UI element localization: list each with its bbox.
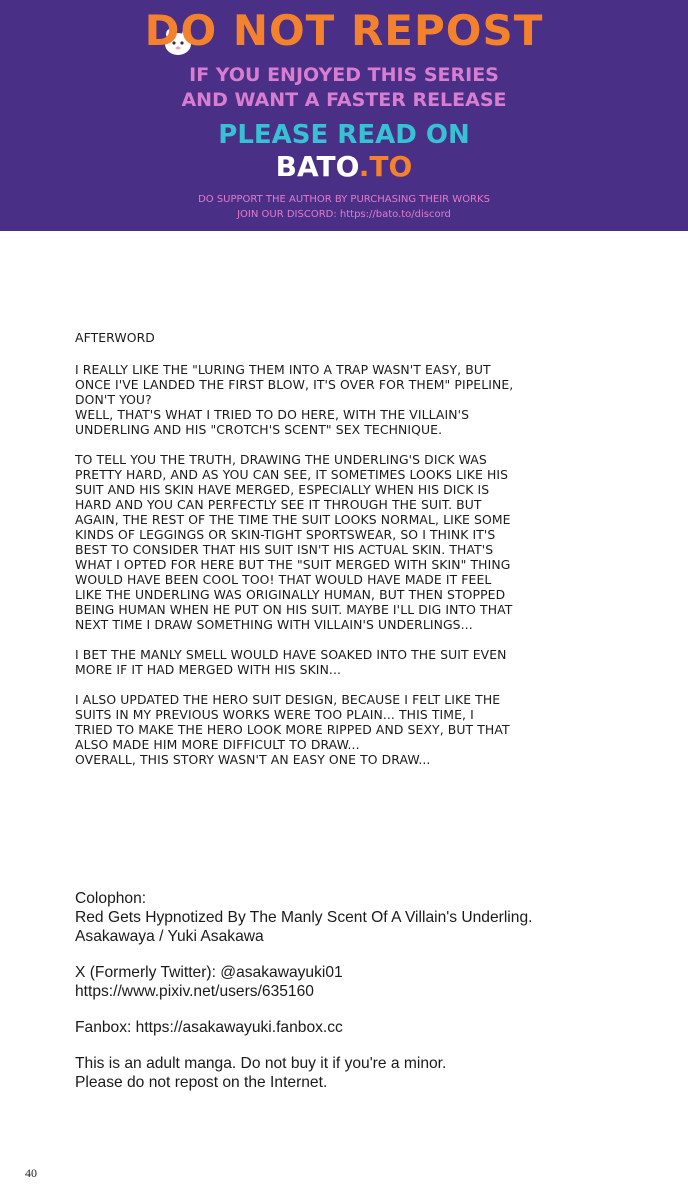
afterword-line: TRIED TO MAKE THE HERO LOOK MORE RIPPED AND SEXY, BUT THAT [75,722,510,737]
afterword-line: WHAT I OPTED FOR HERE BUT THE "SUIT MERGED WITH SKIN" THING [75,557,511,572]
afterword-paragraph [75,452,575,632]
colophon-line: This is an adult manga. Do not buy it if you're a minor. [75,1055,447,1072]
colophon-body [75,889,635,1092]
banner-title: DO NOT REPOST [144,6,544,55]
site-name: BATO [275,150,359,183]
afterword-body [75,362,575,767]
afterword-line: LIKE THE UNDERLING WAS ORIGINALLY HUMAN, BUT THEN STOPPED [75,587,506,602]
afterword-line: ONCE I'VE LANDED THE FIRST BLOW, IT'S OVER FOR THEM" PIPELINE, [75,377,514,392]
colophon-block [75,889,635,946]
colophon-link[interactable]: Fanbox: https://asakawayuki.fanbox.cc [75,1019,343,1036]
colophon-line: Colophon: [75,890,147,907]
colophon-section [75,889,635,1109]
colophon-line: Please do not repost on the Internet. [75,1074,328,1091]
afterword-line: UNDERLING AND HIS "CROTCH'S SCENT" SEX TECHNIQUE. [75,422,443,437]
banner-enjoy-line: IF YOU ENJOYED THIS SERIES [189,64,499,86]
afterword-line: AGAIN, THE REST OF THE TIME THE SUIT LOOKS NORMAL, LIKE SOME [75,512,511,527]
afterword-line: WELL, THAT'S WHAT I TRIED TO DO HERE, WITH THE VILLAIN'S [75,407,470,422]
colophon-block [75,1018,635,1037]
afterword-line: WOULD HAVE BEEN COOL TOO! THAT WOULD HAVE MADE IT FEEL [75,572,492,587]
afterword-heading: AFTERWORD [75,330,155,345]
afterword-line: NEXT TIME I DRAW SOMETHING WITH VILLAIN'S UNDERLINGS... [75,617,473,632]
afterword-line: SUIT AND HIS SKIN HAVE MERGED, ESPECIALLY WHEN HIS DICK IS [75,482,490,497]
afterword-line: HARD AND YOU CAN PERFECTLY SEE IT THROUGH THE SUIT. BUT [75,497,482,512]
afterword-line: I ALSO UPDATED THE HERO SUIT DESIGN, BECAUSE I FELT LIKE THE [75,692,501,707]
afterword-section [75,330,575,782]
colophon-block [75,1054,635,1092]
afterword-line: I REALLY LIKE THE "LURING THEM INTO A TRAP WASN'T EASY, BUT [75,362,491,377]
afterword-line: BEING HUMAN WHEN HE PUT ON HIS SUIT. MAYBE I'LL DIG INTO THAT [75,602,513,617]
banner-discord-line[interactable]: JOIN OUR DISCORD: https://bato.to/discord [237,209,451,220]
colophon-block [75,963,635,1001]
banner-support-line: DO SUPPORT THE AUTHOR BY PURCHASING THEIR WORKS [198,194,490,205]
afterword-line: I BET THE MANLY SMELL WOULD HAVE SOAKED INTO THE SUIT EVEN [75,647,507,662]
afterword-line: PRETTY HARD, AND AS YOU CAN SEE, IT SOMETIMES LOOKS LIKE HIS [75,467,509,482]
site-tld: .TO [358,150,413,183]
afterword-line: DON'T YOU? [75,392,152,407]
afterword-line: ALSO MADE HIM MORE DIFFICULT TO DRAW... [75,737,360,752]
colophon-line: Red Gets Hypnotized By The Manly Scent Of A Villain's Underling. [75,909,533,926]
afterword-line: BEST TO CONSIDER THAT HIS SUIT ISN'T HIS ACTUAL SKIN. THAT'S [75,542,494,557]
banner-site-link[interactable] [0,150,688,183]
colophon-link[interactable]: X (Formerly Twitter): @asakawayuki01 [75,964,343,981]
afterword-paragraph [75,647,575,677]
afterword-line: KINDS OF LEGGINGS OR SKIN-TIGHT SPORTSWEAR, SO I THINK IT'S [75,527,496,542]
afterword-paragraph [75,692,575,767]
afterword-line: MORE IF IT HAD MERGED WITH HIS SKIN... [75,662,342,677]
colophon-line: Asakawaya / Yuki Asakawa [75,928,264,945]
afterword-line: OVERALL, THIS STORY WASN'T AN EASY ONE TO DRAW... [75,752,431,767]
afterword-line: SUITS IN MY PREVIOUS WORKS WERE TOO PLAIN... THIS TIME, I [75,707,474,722]
afterword-paragraph [75,362,575,437]
page-number: 40 [25,1166,37,1180]
banner-read-on-line: PLEASE READ ON [218,120,470,150]
repost-warning-banner [0,0,688,231]
banner-faster-line: AND WANT A FASTER RELEASE [181,89,507,111]
afterword-line: TO TELL YOU THE TRUTH, DRAWING THE UNDERLING'S DICK WAS [75,452,487,467]
colophon-link[interactable]: https://www.pixiv.net/users/635160 [75,983,314,1000]
